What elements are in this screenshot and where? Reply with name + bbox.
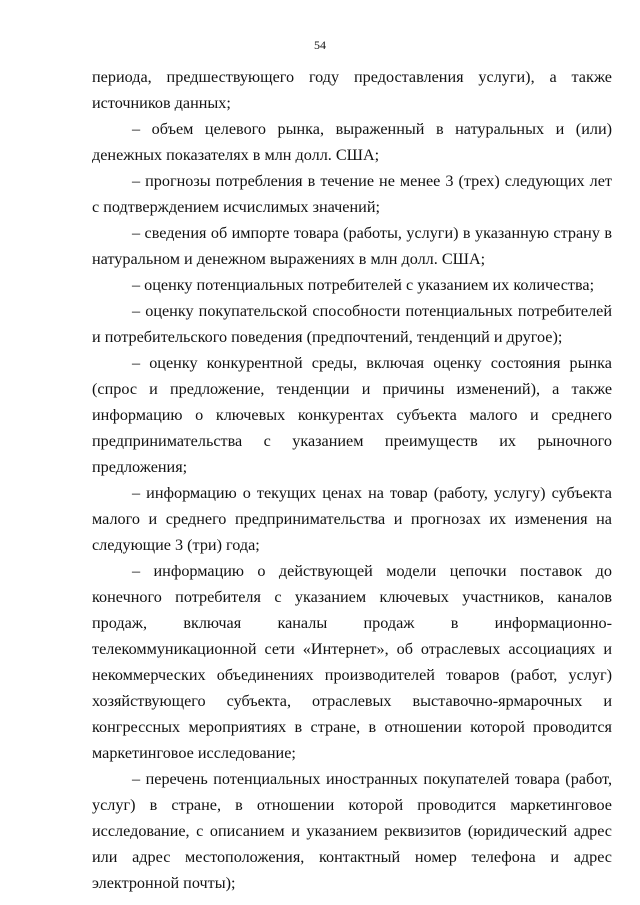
list-item-potential-consumers: – оценку потенциальных потребителей с указанием их количества; (132, 276, 595, 294)
list-item-target-market-volume: – объем целевого рынка, выраженный в натуральных и (или) денежных показателях в млн долл. США; (92, 120, 612, 164)
document-body (92, 64, 612, 896)
list-item-purchasing-power: – оценку покупательской способности потенциальных потребителей и потребительского поведения (предпочтений, тенденций и другое); (92, 302, 612, 346)
list-item-competitive-environment: – оценку конкурентной среды, включая оценку состояния рынка (спрос и предложение, тенденции и причины изменений), а также информацию о ключевых конкурентах субъекта малого и среднего предпринимательства с указанием преимуществ их рыночного предложения; (92, 354, 612, 476)
list-item-consumption-forecast: – прогнозы потребления в течение не менее 3 (трех) следующих лет с подтверждением исчислимых значений; (92, 172, 612, 216)
list-item-import-data: – сведения об импорте товара (работы, услуги) в указанную страну в натуральном и денежном выражениях в млн долл. США; (92, 224, 612, 268)
list-item-potential-buyers: – перечень потенциальных иностранных покупателей товара (работ, услуг) в стране, в отношении которой проводится маркетинговое исследование, с описанием и указанием реквизитов (юридический адрес или адрес местоположения, контактный номер телефона и адрес электронной почты); (92, 770, 612, 892)
list-item-current-prices: – информацию о текущих ценах на товар (работу, услугу) субъекта малого и среднего предпринимательства и прогнозах их изменения на следующие 3 (три) года; (92, 484, 612, 554)
list-item-supply-chain: – информацию о действующей модели цепочки поставок до конечного потребителя с указанием ключевых участников, каналов продаж, включая каналы продаж в информационно-телекоммуникационной сети «Интернет», об отраслевых ассоциациях и некоммерческих объединениях производителей товаров (работ, услуг) хозяйствующего субъекта, отраслевых выставочно-ярмарочных и конгрессных мероприятиях в стране, в отношении которой проводится маркетинговое исследование; (92, 562, 612, 762)
page-number: 54 (314, 38, 326, 52)
paragraph-continuation: периода, предшествующего году предоставления услуги), а также источников данных; (92, 68, 612, 112)
